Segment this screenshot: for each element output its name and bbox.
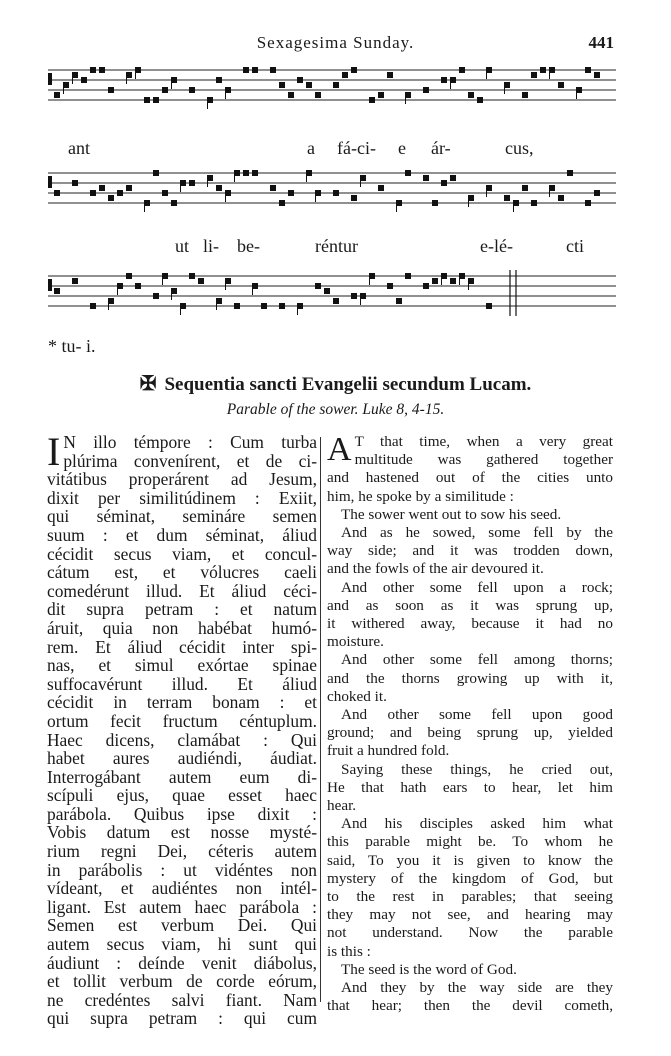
english-line: hear. (327, 797, 357, 815)
page-number: 441 (588, 33, 614, 52)
latin-line: habet aures audiéndi, áudiat. (47, 748, 317, 769)
latin-line: nas, et simul exórtae spinae (47, 655, 317, 676)
latin-line: rium regni Dei, céteris autem (47, 841, 317, 862)
latin-line: Haec dicens, clamábat : Qui (47, 729, 317, 750)
latin-line: ne credéntes salvi fiant. Nam (47, 989, 317, 1010)
latin-line: Interrogábant autem eum di- (47, 766, 317, 787)
chant-syllable: ár- (431, 138, 451, 158)
english-line: that hear; then the devil cometh, (327, 997, 613, 1015)
english-line: multitude was gathered together (354, 451, 613, 469)
english-line: and as soon as it was sprung up, (327, 596, 613, 614)
latin-line: N illo témpore : Cum turba (63, 432, 317, 452)
english-line: mystery of the kingdom of God, but (327, 869, 613, 887)
chant-staff-2 (48, 167, 616, 213)
latin-line: Semen est verbum Dei. Qui (47, 915, 317, 936)
latin-line: ligant. Est autem haec parábola : (47, 896, 317, 917)
chant-syllable: e (398, 138, 406, 158)
latin-line: parábola. Quibus ipse dixit : (47, 803, 317, 824)
latin-column (47, 429, 317, 1029)
latin-line: et tollit verbum de corde eórum, (47, 971, 317, 992)
latin-line: plúrima convenírent, et de ci- (63, 450, 317, 471)
gospel-heading (0, 371, 671, 396)
latin-line: vitátibus properárent ad Jesum, (47, 469, 317, 490)
latin-line: scípuli ejus, quae esset haec (47, 785, 317, 806)
latin-line: suum : et dum séminat, áliud (47, 524, 317, 545)
latin-line: comedérunt illud. Et áliud céci- (47, 580, 317, 601)
english-line: way side; and it was trodden down, (327, 542, 613, 560)
chant-syllable: cus, (505, 138, 534, 158)
chant-syllable: a (307, 138, 315, 158)
english-line: fruit a hundred fold. (327, 742, 450, 760)
english-line: and the fowls of the air devoured it. (327, 560, 544, 578)
latin-line: cátum est, et vólucres caeli (47, 562, 317, 583)
english-line: and hastened out of the cities unto (327, 469, 613, 487)
latin-line: suffocavérunt illud. Et áliud (47, 673, 317, 694)
english-line: T that time, when a very great (354, 433, 613, 450)
english-line: said, To you it is given to know the (327, 851, 613, 869)
latin-line: dixit per similitúdinem : Exiit, (47, 487, 317, 508)
english-line: And as he sowed, some fell by the (341, 524, 613, 542)
latin-line: dit supra petram : et natum (47, 599, 317, 620)
latin-line: áruit, quia non habébat humó- (47, 617, 317, 638)
english-line: moisture. (327, 633, 384, 651)
english-line: And other some fell among thorns; (341, 651, 613, 669)
english-line: ground; and being sprung up, yielded (327, 724, 613, 742)
gospel-subtitle: Parable of the sower. Luke 8, 4-15. (226, 401, 445, 418)
neume-group (48, 170, 600, 212)
english-line: And other some fell upon a rock; (341, 578, 613, 596)
chant-syllable: be- (237, 236, 260, 256)
page-header-title: Sexagesima Sunday. (256, 33, 415, 52)
latin-line: ortum fecit fructum céntuplum. (47, 710, 317, 731)
chant-syllable: cti (566, 236, 584, 256)
english-line: him, he spoke by a similitude : (327, 487, 514, 505)
english-line: Saying these things, he cried out, (341, 760, 613, 778)
chant-syllable: réntur (315, 236, 358, 256)
latin-line: qui séminat, semináre semen (47, 506, 317, 527)
latin-line: cécidit in terram bonam : et (47, 692, 317, 713)
latin-line: cécidit secus viam, et concul- (47, 543, 317, 564)
latin-line: Vobis datum est nosse mysté- (47, 822, 317, 843)
chant-syllable: ut (175, 236, 190, 256)
chant-syllable: ant (68, 138, 90, 158)
english-line: is this : (327, 942, 371, 960)
chant-syllable: * tu- i. (48, 336, 96, 356)
latin-drop-initial: I (47, 429, 61, 474)
column-divider (320, 437, 321, 1002)
english-column (327, 433, 613, 1016)
chant-staff-3 (48, 270, 616, 316)
english-line: it withered away, because it had no (327, 615, 613, 633)
english-line: to the rest in parables; that seeing (327, 888, 613, 906)
cross-icon: ✠ (139, 373, 157, 395)
english-line: And they by the way side are they (341, 979, 613, 997)
latin-line: qui supra petram : qui cum (47, 1008, 317, 1029)
latin-line: autem secus viam, hi sunt qui (47, 934, 317, 955)
english-line: And other some fell upon good (341, 706, 613, 724)
english-line: not understand. Now the parable (327, 924, 613, 942)
english-line: The sower went out to sow his seed. (341, 505, 562, 523)
english-line: and the thorns growing up with it, (327, 669, 613, 687)
running-header (0, 33, 671, 55)
neume-group (48, 270, 516, 316)
latin-line: rem. Et áliud cécidit inter spi- (47, 636, 317, 657)
english-line: they may not see, and hearing may (327, 906, 613, 924)
english-drop-initial: A (327, 431, 352, 468)
english-line: this parable might be. To whom he (327, 833, 613, 851)
latin-line: in parábolis : ut vidéntes non (47, 859, 317, 880)
english-line: And his disciples asked him what (341, 815, 613, 833)
latin-line: áudiunt : deínde venit diábolus, (47, 952, 317, 973)
english-line: choked it. (327, 687, 387, 705)
chant-staff-1 (48, 64, 616, 110)
gospel-heading-text: Sequentia sancti Evangelii secundum Lucam. (164, 374, 532, 395)
chant-syllable: fá-ci- (337, 138, 376, 158)
neume-group (48, 67, 600, 109)
latin-line: vídeant, et audiéntes non intél- (47, 878, 317, 899)
chant-syllable: li- (203, 236, 219, 256)
english-line: He that hath ears to hear, let him (327, 778, 613, 796)
chant-syllable: e-lé- (480, 236, 513, 256)
english-line: The seed is the word of God. (341, 960, 517, 978)
